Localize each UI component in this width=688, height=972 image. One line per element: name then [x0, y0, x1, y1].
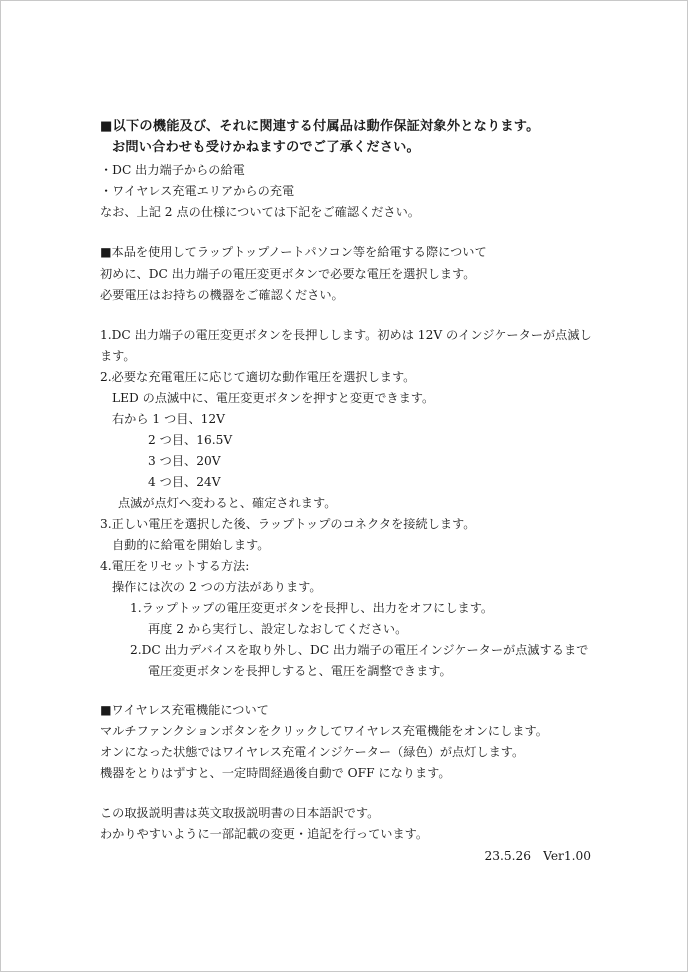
wireless-line-2: オンになった状態ではワイヤレス充電インジケーター（緑色）が点灯します。	[100, 745, 525, 759]
notice-heading: ■以下の機能及び、それに関連する付属品は動作保証対象外となります。	[100, 119, 540, 134]
voltage-order-1: 右から 1 つ目、12V	[112, 412, 225, 426]
wireless-line-3: 機器をとりはずすと、一定時間経過後自動で OFF になります。	[100, 766, 451, 780]
version-label: 23.5.26 Ver1.00	[484, 849, 591, 863]
voltage-order-2: 2 つ目、16.5V	[148, 433, 233, 447]
wireless-line-1: マルチファンクションボタンをクリックしてワイヤレス充電機能をオンにします。	[100, 724, 548, 738]
confirm-note: 点滅が点灯へ変わると、確定されます。	[118, 496, 337, 510]
step-3: 3.正しい電圧を選択した後、ラップトップのコネクタを接続します。	[100, 517, 476, 531]
notice-item-wireless: ・ワイヤレス充電エリアからの充電	[100, 184, 295, 198]
notice-note: なお、上記 2 点の仕様については下記をご確認ください。	[100, 205, 420, 219]
step-4: 4.電圧をリセットする方法:	[100, 559, 250, 573]
voltage-order-4: 4 つ目、24V	[148, 475, 221, 489]
footer-translation-note: この取扱説明書は英文取扱説明書の日本語訳です。	[100, 806, 380, 820]
notice-heading-continued: お問い合わせも受けかねますのでご了承ください。	[112, 140, 420, 155]
step-1: 1.DC 出力端子の電圧変更ボタンを長押しします。初めは 12V のインジケーターが点滅し	[100, 328, 592, 342]
reset-method-1: 1.ラップトップの電圧変更ボタンを長押し、出力をオフにします。	[130, 601, 494, 615]
laptop-intro-line-2: 必要電圧はお持ちの機器をご確認ください。	[100, 288, 344, 302]
step-3-detail: 自動的に給電を開始します。	[112, 538, 270, 552]
laptop-intro-line-1: 初めに、DC 出力端子の電圧変更ボタンで必要な電圧を選択します。	[100, 267, 476, 281]
notice-item-dc: ・DC 出力端子からの給電	[100, 163, 245, 177]
footer-edit-note: わかりやすいように一部記載の変更・追記を行っています。	[100, 827, 429, 841]
reset-method-2: 2.DC 出力デバイスを取り外し、DC 出力端子の電圧インジケーターが点滅するまで	[130, 643, 589, 657]
reset-method-2-continued: 電圧変更ボタンを長押しすると、電圧を調整できます。	[148, 664, 452, 678]
step-4-detail: 操作には次の 2 つの方法があります。	[112, 580, 322, 594]
reset-method-1-continued: 再度 2 から実行し、設定しなおしてください。	[148, 622, 408, 636]
step-1-continued: ます。	[100, 349, 136, 363]
step-2: 2.必要な充電電圧に応じて適切な動作電圧を選択します。	[100, 370, 416, 384]
step-2-detail: LED の点滅中に、電圧変更ボタンを押すと変更できます。	[112, 391, 435, 405]
laptop-section-title: ■本品を使用してラップトップノートパソコン等を給電する際について	[100, 245, 487, 259]
wireless-section-title: ■ワイヤレス充電機能について	[100, 703, 269, 717]
voltage-order-3: 3 つ目、20V	[148, 454, 221, 468]
